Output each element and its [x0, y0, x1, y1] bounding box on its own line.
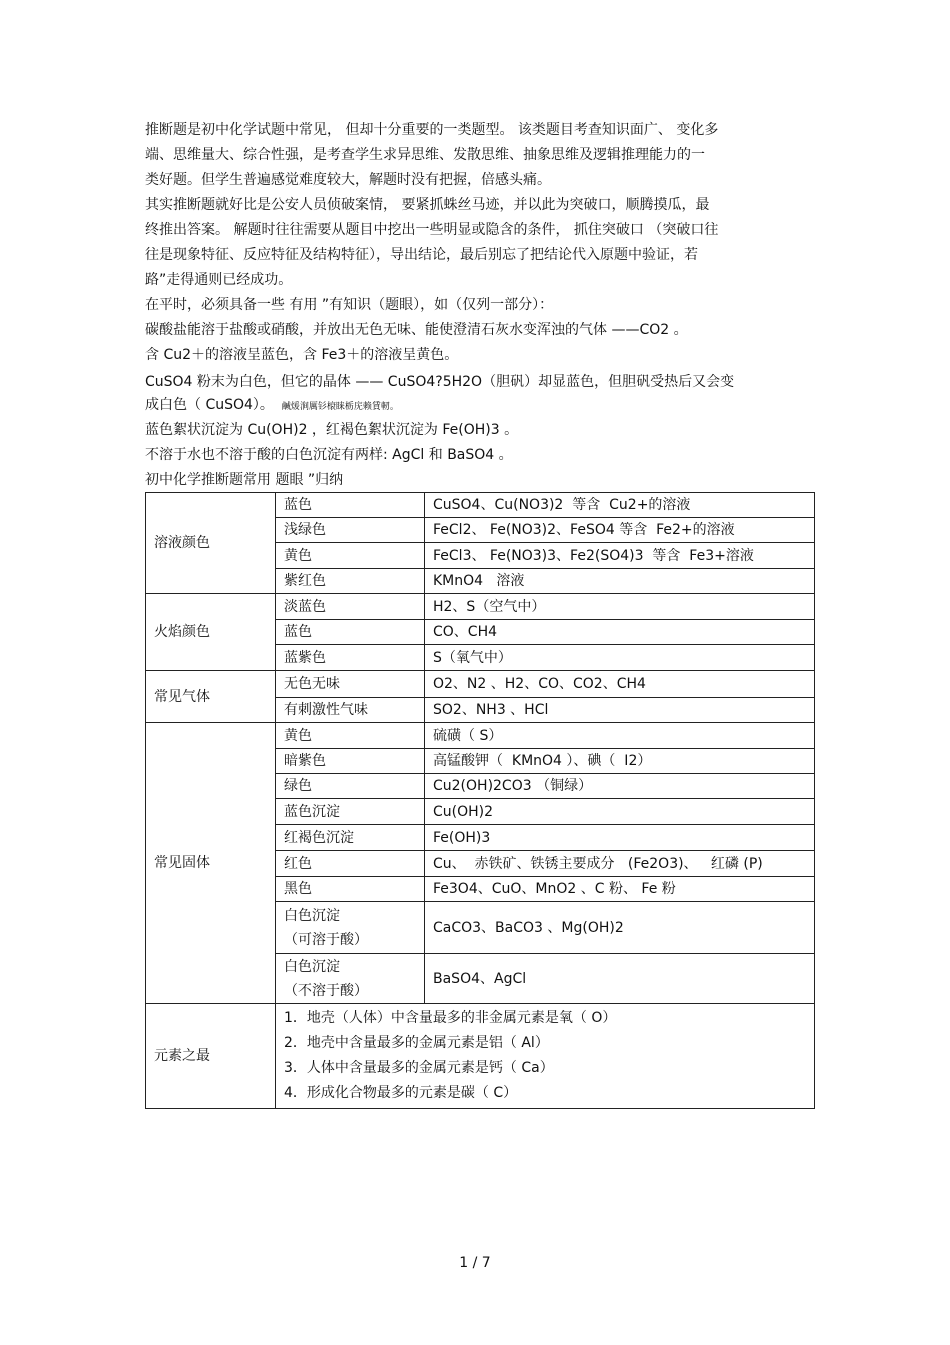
intro-line: 不溶于水也不溶于酸的白色沉淀有两样: AgCl 和 BaSO4 。 [145, 447, 513, 463]
property-cell: 蓝色沉淀 [276, 799, 425, 825]
table-row [146, 1004, 815, 1109]
intro-line: 推断题是初中化学试题中常见， 但却十分重要的一类题型。 该类题目考查知识面广、 变化多 [145, 122, 719, 138]
intro-line [145, 395, 399, 417]
property-cell: 红褐色沉淀 [276, 825, 425, 851]
category-cell: 元素之最 [146, 1004, 276, 1109]
property-cell: 白色沉淀 （不溶于酸） [276, 954, 425, 1004]
intro-line: CuSO4 粉末为白色，但它的晶体 —— CuSO4?5H2O（胆矾）却显蓝色，但胆矾受热后又会变 [145, 374, 735, 390]
substance-cell: SO2、NH3 、HCl [425, 698, 815, 723]
substance-cell: CuSO4、Cu(NO3)2 等含 Cu2+的溶液 [425, 493, 815, 518]
property-cell: 蓝紫色 [276, 645, 425, 671]
substance-cell: Cu、 赤铁矿、铁锈主要成分 (Fe2O3)、 红磷 (P) [425, 851, 815, 877]
table-row [146, 594, 815, 620]
property-cell: 红色 [276, 851, 425, 877]
table-row [146, 493, 815, 518]
property-cell: 无色无味 [276, 671, 425, 698]
table-row [146, 723, 815, 749]
substance-cell: Cu2(OH)2CO3 （铜绿） [425, 774, 815, 799]
property-cell: 淡蓝色 [276, 594, 425, 620]
property-cell: 暗紫色 [276, 749, 425, 774]
category-cell: 常见固体 [146, 723, 276, 1004]
substance-cell: 高锰酸钾（ KMnO4 ）、碘（ I2） [425, 749, 815, 774]
table-caption: 初中化学推断题常用 题眼 ”归纳 [145, 472, 344, 488]
intro-line: 终推出答案。 解题时往往需要从题目中挖出一些明显或隐含的条件， 抓住突破口 （突破口往 [145, 222, 719, 238]
substance-cell: Fe(OH)3 [425, 825, 815, 851]
intro-line: 往是现象特征、反应特征及结构特征），导出结论，最后别忘了把结论代入原题中验证，若 [145, 247, 698, 263]
intro-line: 蓝色絮状沉淀为 Cu(OH)2 ，红褐色絮状沉淀为 Fe(OH)3 。 [145, 422, 519, 438]
substance-cell: Fe3O4、CuO、MnO2 、C 粉、 Fe 粉 [425, 877, 815, 902]
small-note: 鹹煖涧厲钐榱睐栃庑赖賃軔。 [281, 402, 399, 412]
category-cell: 溶液颜色 [146, 493, 276, 594]
superlative-item: 3．人体中含量最多的金属元素是钙（ Ca） [284, 1060, 554, 1076]
table-row [146, 671, 815, 698]
substance-cell: KMnO4 溶液 [425, 569, 815, 594]
substance-cell: CaCO3、BaCO3 、Mg(OH)2 [425, 902, 815, 954]
intro-line: 碳酸盐能溶于盐酸或硝酸，并放出无色无味、能使澄清石灰水变浑浊的气体 ——CO2 。 [145, 322, 688, 338]
intro-line: 端、思维量大、综合性强，是考查学生求异思维、发散思维、抽象思维及逻辑推理能力的一 [145, 147, 705, 163]
property-cell: 有刺激性气味 [276, 698, 425, 723]
intro-line: 其实推断题就好比是公安人员侦破案情， 要紧抓蛛丝马迹，并以此为突破口，顺腾摸瓜，最 [145, 197, 710, 213]
eye-summary-table [145, 492, 815, 1109]
substance-cell: 硫磺（ S） [425, 723, 815, 749]
category-cell: 火焰颜色 [146, 594, 276, 671]
property-cell: 黄色 [276, 543, 425, 569]
intro-line-text: 成白色（ CuSO4）。 [145, 397, 274, 413]
substance-cell: FeCl3、 Fe(NO3)3、Fe2(SO4)3 等含 Fe3+溶液 [425, 543, 815, 569]
intro-line: 类好题。但学生普遍感觉难度较大，解题时没有把握，倍感头痛。 [145, 172, 551, 188]
intro-line: 含 Cu2＋的溶液呈蓝色，含 Fe3＋的溶液呈黄色。 [145, 347, 459, 363]
superlative-item: 4．形成化合物最多的元素是碳（ C） [284, 1085, 518, 1101]
substance-cell: H2、S（空气中） [425, 594, 815, 620]
property-cell: 浅绿色 [276, 518, 425, 543]
property-cell: 黑色 [276, 877, 425, 902]
property-cell: 紫红色 [276, 569, 425, 594]
superlative-item: 1．地壳（人体）中含量最多的非金属元素是氧（ O） [284, 1010, 617, 1026]
substance-cell: BaSO4、AgCl [425, 954, 815, 1004]
category-cell: 常见气体 [146, 671, 276, 723]
substance-cell: Cu(OH)2 [425, 799, 815, 825]
property-cell: 绿色 [276, 774, 425, 799]
substance-cell: FeCl2、 Fe(NO3)2、FeSO4 等含 Fe2+的溶液 [425, 518, 815, 543]
intro-line: 路”走得通则已经成功。 [145, 272, 293, 288]
substance-cell: S（氧气中） [425, 645, 815, 671]
superlative-item: 2．地壳中含量最多的金属元素是铝（ Al） [284, 1035, 549, 1051]
superlatives-cell [276, 1004, 815, 1109]
property-cell: 白色沉淀 （可溶于酸） [276, 902, 425, 954]
intro-line: 在平时，必须具备一些 有用 ”有知识（题眼），如（仅列一部分）： [145, 297, 554, 313]
page-number: 1 / 7 [459, 1255, 491, 1271]
property-cell: 黄色 [276, 723, 425, 749]
property-cell: 蓝色 [276, 493, 425, 518]
substance-cell: O2、N2 、H2、CO、CO2、CH4 [425, 671, 815, 698]
substance-cell: CO、CH4 [425, 620, 815, 645]
property-cell: 蓝色 [276, 620, 425, 645]
